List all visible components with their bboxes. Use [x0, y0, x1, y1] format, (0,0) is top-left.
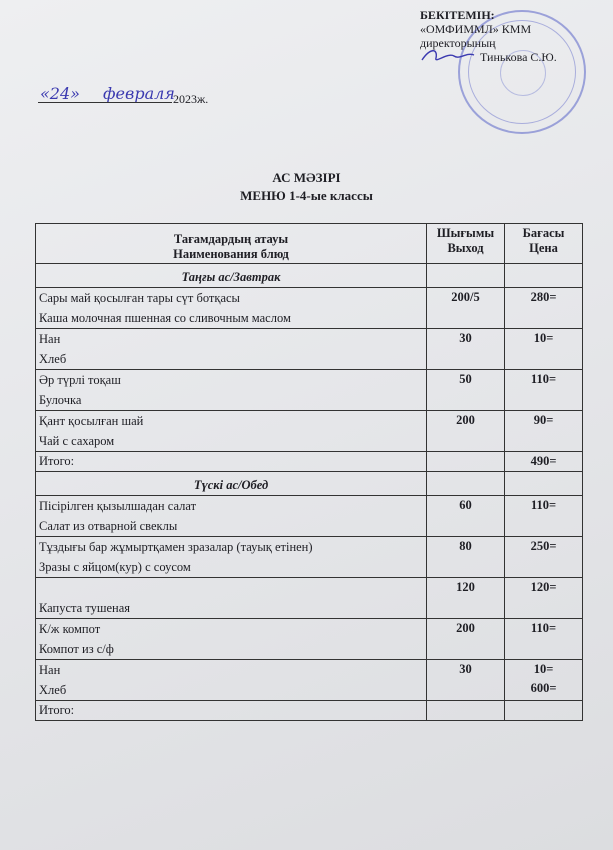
dish-name: [36, 288, 427, 329]
empty-cell: [427, 452, 505, 472]
dish-name-ru: Булочка: [39, 393, 82, 407]
total-label: Итого:: [36, 701, 427, 721]
header-output-ru: Выход: [447, 241, 484, 255]
dish-name-ru: Салат из отварной свеклы: [39, 519, 178, 533]
handwritten-date: «24» февраля: [40, 84, 175, 103]
section-row-lunch: [36, 472, 583, 496]
section-title-lunch: Түскі ас/Обед: [36, 472, 427, 496]
dish-name-ru: Хлеб: [39, 352, 67, 366]
date-line: [38, 84, 238, 108]
dish-output: 200: [427, 411, 505, 452]
table-row: [36, 329, 583, 370]
signature-line: [420, 50, 600, 68]
dish-name: [36, 578, 427, 619]
dish-name: [36, 660, 427, 701]
table-row: [36, 496, 583, 537]
total-label: Итого:: [36, 452, 427, 472]
header-dish-name-kz: Тағамдардың атауы: [173, 232, 289, 246]
dish-output: 200: [427, 619, 505, 660]
approval-organization: «ОМФИММЛ» КММ: [420, 22, 532, 36]
header-price: [505, 224, 583, 264]
empty-cell: [427, 472, 505, 496]
empty-cell: [427, 264, 505, 288]
dish-name: [36, 411, 427, 452]
header-output-kz: Шығымы: [436, 226, 495, 240]
dish-output: 50: [427, 370, 505, 411]
dish-price-value: 10=: [533, 662, 554, 676]
date-underline: [38, 102, 172, 103]
table-row: [36, 537, 583, 578]
dish-name-ru: Компот из с/ф: [39, 642, 114, 656]
dish-name-kz: Пісірілген қызылшадан салат: [39, 499, 197, 513]
dish-price: 110=: [505, 370, 583, 411]
dish-price: 10=: [505, 329, 583, 370]
dish-name-ru: Каша молочная пшенная со сливочным маслом: [39, 311, 291, 325]
total-row-breakfast: [36, 452, 583, 472]
empty-cell: [505, 472, 583, 496]
dish-name-kz: К/ж компот: [39, 622, 101, 636]
dish-name-kz: Нан: [39, 332, 61, 346]
dish-name: [36, 329, 427, 370]
dish-name-ru: Зразы с яйцом(кур) с соусом: [39, 560, 191, 574]
approval-heading: БЕКІТЕМІН:: [420, 8, 495, 22]
table-row: [36, 619, 583, 660]
dish-name-kz: Қант қосылған шай: [39, 414, 144, 428]
table-row: [36, 288, 583, 329]
total-row-lunch: [36, 701, 583, 721]
section-row-breakfast: [36, 264, 583, 288]
total-price: 490=: [505, 452, 583, 472]
dish-price: 110=: [505, 496, 583, 537]
dish-name: [36, 619, 427, 660]
dish-price: [505, 660, 583, 701]
empty-cell: [505, 264, 583, 288]
lunch-sum-price: 600=: [530, 681, 557, 695]
approval-block: [420, 8, 600, 68]
dish-output: 30: [427, 329, 505, 370]
approval-position: директорының: [420, 36, 496, 50]
table-row: [36, 370, 583, 411]
header-price-ru: Цена: [529, 241, 558, 255]
table-header-row: [36, 224, 583, 264]
signature-icon: [420, 46, 476, 66]
empty-cell: [427, 701, 505, 721]
dish-price: 90=: [505, 411, 583, 452]
menu-title-ru: МЕНЮ 1-4-ые классы: [240, 188, 373, 203]
date-day: 24: [49, 84, 71, 103]
dish-output: 120: [427, 578, 505, 619]
dish-name: [36, 370, 427, 411]
header-dish-name-ru: Наименования блюд: [173, 247, 289, 261]
date-month: февраля: [103, 84, 175, 103]
table-row: [36, 578, 583, 619]
section-title-breakfast: Таңғы ас/Завтрак: [36, 264, 427, 288]
menu-title-kz: АС МӘЗІРІ: [272, 170, 341, 185]
dish-output: 60: [427, 496, 505, 537]
table-row: [36, 411, 583, 452]
dish-name-kz: Әр түрлі тоқаш: [39, 373, 121, 387]
dish-name-kz: Капуста тушеная: [39, 601, 131, 615]
empty-cell: [505, 701, 583, 721]
header-dish-name: [36, 224, 427, 264]
menu-table: [35, 223, 583, 721]
dish-name-kz: Сары май қосылған тары сүт ботқасы: [39, 291, 240, 305]
dish-price: 280=: [505, 288, 583, 329]
dish-price: 120=: [505, 578, 583, 619]
dish-output: 30: [427, 660, 505, 701]
header-output: [427, 224, 505, 264]
dish-price: 250=: [505, 537, 583, 578]
dish-name: [36, 496, 427, 537]
dish-output: 200/5: [427, 288, 505, 329]
director-name: Тинькова С.Ю.: [480, 50, 557, 64]
dish-name-ru: Чай с сахаром: [39, 434, 115, 448]
dish-name-kz: Тұздығы бар жұмыртқамен зразалар (тауық етінен): [39, 540, 313, 554]
dish-name: [36, 537, 427, 578]
dish-output: 80: [427, 537, 505, 578]
date-year: 2023ж.: [173, 92, 209, 106]
dish-name-kz: Нан: [39, 663, 61, 677]
table-row: [36, 660, 583, 701]
dish-price: 110=: [505, 619, 583, 660]
header-price-kz: Бағасы: [522, 226, 565, 240]
dish-name-ru: Хлеб: [39, 683, 67, 697]
